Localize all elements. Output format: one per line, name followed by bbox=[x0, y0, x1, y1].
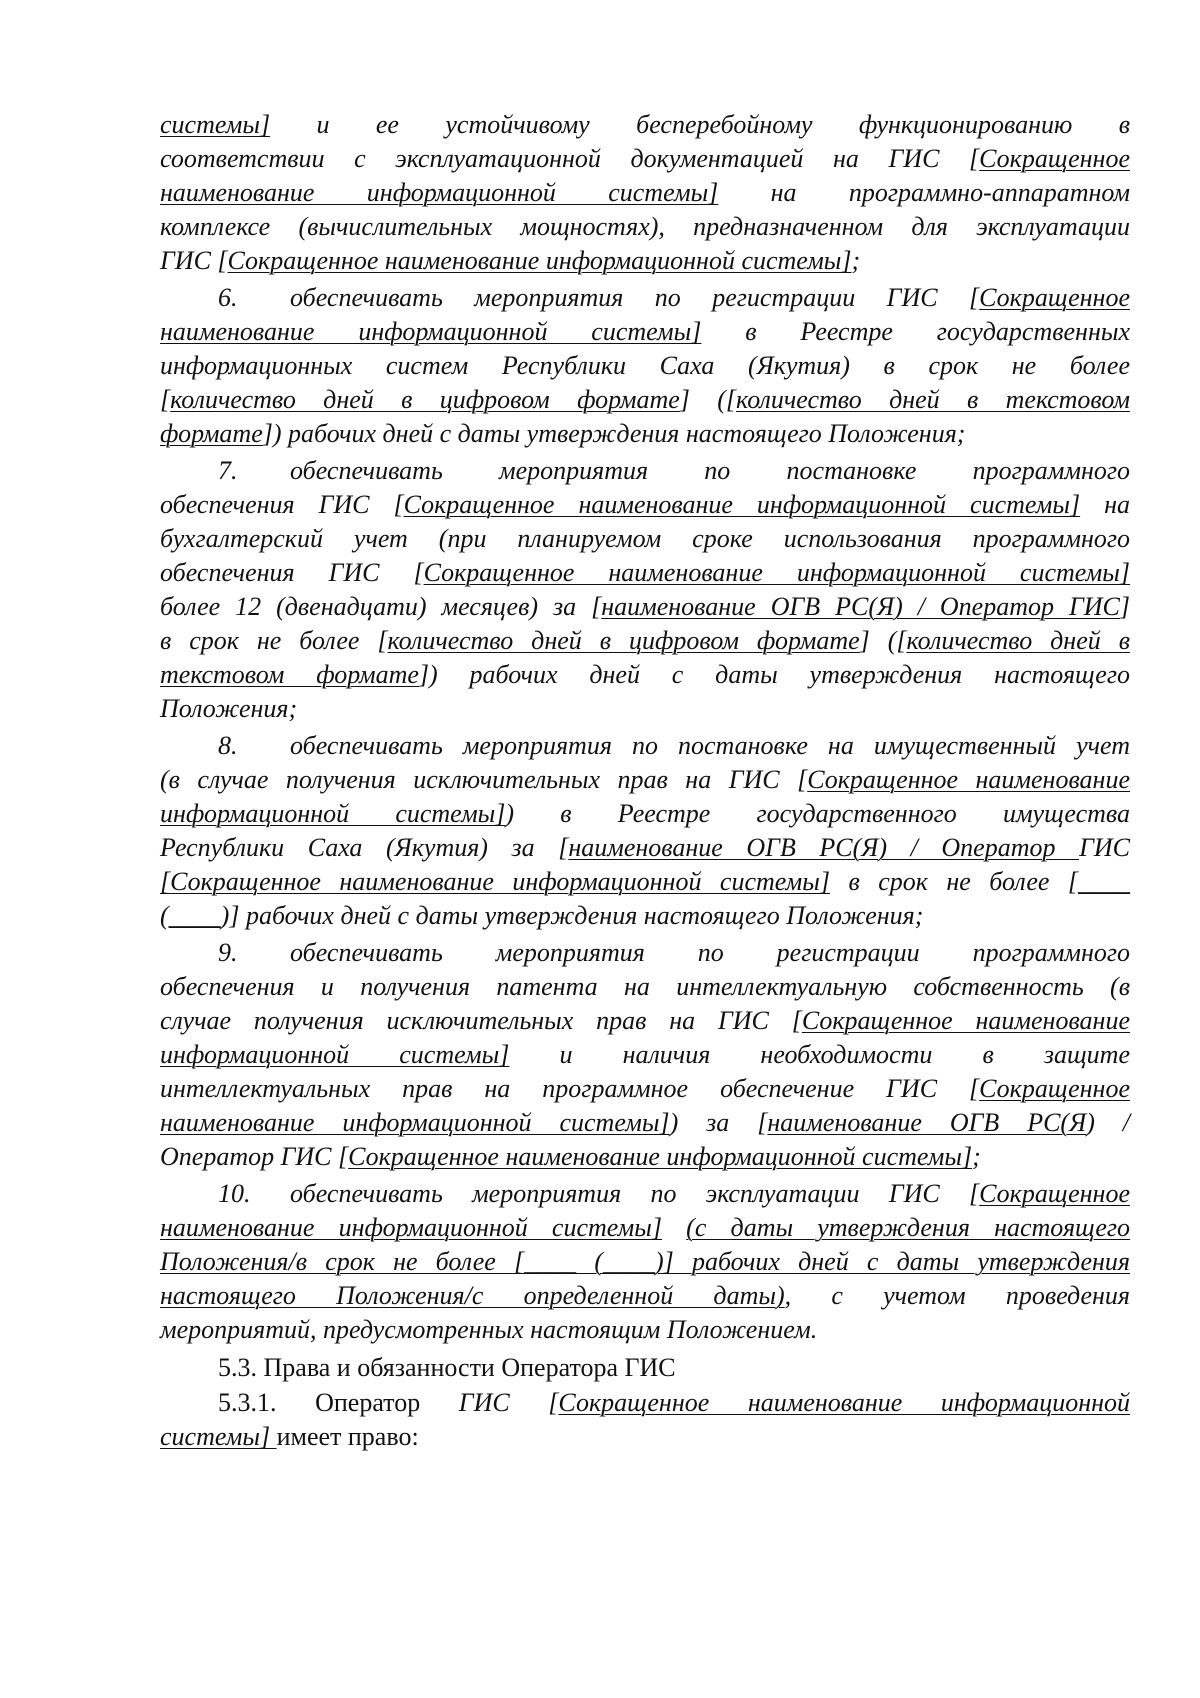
placeholder-text: [Сокращенное наименование информационной системы] bbox=[160, 867, 830, 896]
placeholder-text: Сокращенное наименование информационной системы] bbox=[423, 558, 1130, 587]
text-run: ] ([ bbox=[679, 385, 737, 414]
placeholder-text: наименование ОГВ РС(Я) / Оператор ГИС bbox=[601, 592, 1120, 621]
placeholder-text: наименование информационной системы] bbox=[160, 317, 702, 346]
placeholder-text: )] рабочих дней с даты утверждения bbox=[654, 1247, 1130, 1276]
blank-field: ____ bbox=[524, 1247, 577, 1276]
placeholder-text: формате bbox=[160, 419, 263, 448]
placeholder-text: наименование информационной системы] bbox=[160, 1213, 662, 1242]
placeholder-text: текстовом формате bbox=[160, 660, 419, 689]
list-number: 9. bbox=[218, 938, 238, 967]
text-line bbox=[160, 1311, 1130, 1349]
placeholder-text: Сокращенное наименование информационной bbox=[558, 1388, 1131, 1417]
text-line bbox=[160, 622, 1130, 660]
placeholder-text: (с даты утверждения настоящего bbox=[686, 1213, 1131, 1242]
text-line bbox=[160, 1138, 1130, 1176]
text-line bbox=[160, 140, 1130, 178]
text-run: на bbox=[1080, 490, 1131, 519]
text-run: 5.3.1. Оператор bbox=[218, 1388, 459, 1417]
text-run: обеспечивать мероприятия по постановке программного bbox=[290, 456, 1130, 485]
text-run: ] ([ bbox=[859, 626, 907, 655]
text-line bbox=[160, 1418, 1130, 1456]
text-run: имеет право: bbox=[276, 1422, 419, 1451]
text-line bbox=[160, 415, 1130, 453]
text-run: в Реестре государственных bbox=[701, 317, 1130, 346]
text-line bbox=[160, 1070, 1130, 1108]
text-line bbox=[160, 863, 1130, 901]
list-item-8 bbox=[160, 727, 1130, 765]
text-run: ]) рабочих дней с даты утверждения настоящего Положения; bbox=[262, 419, 966, 448]
text-line bbox=[160, 761, 1130, 799]
placeholder-text: наименование ОГВ РС(Я bbox=[767, 1108, 1087, 1137]
placeholder-text: информационной системы] bbox=[160, 799, 506, 828]
text-run: Республики Саха (Якутия) за [ bbox=[160, 833, 569, 862]
text-run: соответствии с эксплуатационной документацией на ГИС [ bbox=[160, 144, 980, 173]
text-run: ] bbox=[1119, 592, 1130, 621]
text-line bbox=[160, 1209, 1130, 1247]
text-line bbox=[160, 106, 1130, 144]
text-run: ГИС [ bbox=[458, 1388, 559, 1417]
text-line bbox=[160, 242, 1130, 280]
placeholder-text: наименование информационной системы] bbox=[160, 178, 719, 207]
placeholder-text: системы] bbox=[160, 1422, 277, 1451]
placeholder-text: количество дней в текстовом bbox=[736, 385, 1130, 414]
text-run: комплексе (вычислительных мощностях), предназначенном для эксплуатации bbox=[160, 212, 1130, 241]
text-run: на программно-аппаратном bbox=[718, 178, 1130, 207]
text-line bbox=[160, 897, 1130, 935]
text-run: случае получения исключительных прав на ГИС [ bbox=[160, 1006, 802, 1035]
text-run: обеспечивать мероприятия по регистрации ГИС [ bbox=[290, 283, 980, 312]
placeholder-text: наименование информационной системы] bbox=[160, 1108, 670, 1137]
blank-field: ____ bbox=[602, 1247, 655, 1276]
text-run: Оператор ГИС [ bbox=[160, 1142, 349, 1171]
text-line bbox=[160, 347, 1130, 385]
text-run: интеллектуальных прав на программное обеспечение ГИС [ bbox=[160, 1074, 980, 1103]
text-run: мероприятий, предусмотренных настоящим Положением. bbox=[160, 1315, 818, 1344]
text-run: ; bbox=[851, 246, 861, 275]
text-run: [ bbox=[160, 385, 171, 414]
list-item-9 bbox=[160, 934, 1130, 972]
text-line bbox=[160, 1243, 1130, 1281]
text-run: ГИС [ bbox=[160, 246, 228, 275]
text-line bbox=[160, 1384, 1130, 1422]
text-run: ; bbox=[972, 1142, 981, 1171]
placeholder-text: количество дней в bbox=[906, 626, 1130, 655]
text-run: обеспечивать мероприятия по эксплуатации ГИС [ bbox=[290, 1179, 980, 1208]
text-line bbox=[160, 588, 1130, 626]
placeholder-text: ( bbox=[576, 1247, 603, 1276]
list-number: 8. bbox=[218, 731, 238, 760]
text-line bbox=[160, 656, 1130, 694]
placeholder-text: Сокращенное наименование bbox=[801, 1006, 1130, 1035]
text-line bbox=[160, 381, 1130, 419]
text-run: Положения; bbox=[160, 694, 298, 723]
text-line bbox=[160, 1002, 1130, 1040]
section-heading bbox=[160, 1349, 1130, 1387]
text-run: обеспечивать мероприятия по регистрации программного bbox=[290, 938, 1130, 967]
placeholder-text: Положения/в срок не более [ bbox=[160, 1247, 525, 1276]
text-run: ГИС bbox=[1079, 833, 1130, 862]
text-run bbox=[662, 1213, 686, 1242]
text-line bbox=[160, 520, 1130, 558]
placeholder-text: Сокращенное наименование информационной системы] bbox=[227, 246, 852, 275]
list-item-7 bbox=[160, 452, 1130, 490]
text-run: (в случае получения исключительных прав на ГИС [ bbox=[160, 765, 808, 794]
placeholder-text: Сокращенное bbox=[979, 1074, 1130, 1103]
text-run: ( bbox=[160, 901, 169, 930]
text-line bbox=[160, 690, 1130, 728]
text-run: обеспечивать мероприятия по постановке на имущественный учет bbox=[290, 731, 1130, 760]
placeholder-text: Сокращенное наименование bbox=[807, 765, 1130, 794]
text-run: и ее устойчивому бесперебойному функционированию в bbox=[270, 110, 1130, 139]
text-run: )] рабочих дней с даты утверждения настоящего Положения; bbox=[220, 901, 924, 930]
list-number: 7. bbox=[218, 456, 238, 485]
blank-field: ____ bbox=[168, 901, 221, 930]
placeholder-text: настоящего Положения/с определенной даты) bbox=[160, 1281, 785, 1310]
text-line bbox=[160, 1104, 1130, 1142]
text-line bbox=[160, 174, 1130, 212]
text-run: в срок не более [ bbox=[830, 867, 1078, 896]
text-run: обеспечения и получения патента на интеллектуальную собственность (в bbox=[160, 972, 1130, 1001]
text-run: ]) рабочих дней с даты утверждения настоящего bbox=[418, 660, 1130, 689]
placeholder-text: Сокращенное наименование информационной системы] bbox=[403, 490, 1081, 519]
text-run: обеспечения ГИС [ bbox=[160, 490, 404, 519]
text-run: ) / bbox=[1086, 1108, 1131, 1137]
text-run: ) в Реестре государственного имущества bbox=[505, 799, 1130, 828]
text-line bbox=[160, 968, 1130, 1006]
placeholder-text: количество дней в цифровом формате bbox=[387, 626, 860, 655]
blank-field: ____ bbox=[1078, 867, 1130, 896]
text-line bbox=[160, 829, 1130, 867]
text-run: бухгалтерский учет (при планируемом сроке использования программного bbox=[160, 524, 1130, 553]
placeholder-text: информационной системы] bbox=[160, 1040, 510, 1069]
placeholder-text: количество дней в цифровом формате bbox=[170, 385, 680, 414]
text-run: обеспечения ГИС [ bbox=[160, 558, 424, 587]
text-run: ) за [ bbox=[669, 1108, 768, 1137]
placeholder-text: Сокращенное bbox=[979, 144, 1130, 173]
placeholder-text: Сокращенное bbox=[979, 283, 1130, 312]
text-line bbox=[160, 1277, 1130, 1315]
text-run: , с учетом проведения bbox=[784, 1281, 1130, 1310]
list-number: 6. bbox=[218, 283, 238, 312]
placeholder-text: Сокращенное bbox=[979, 1179, 1130, 1208]
text-run: информационных систем Республики Саха (Якутия) в срок не более bbox=[160, 351, 1130, 380]
list-item-10 bbox=[160, 1175, 1130, 1213]
placeholder-text: Сокращенное наименование информационной системы] bbox=[348, 1142, 973, 1171]
placeholder-text: наименование ОГВ РС(Я) / Оператор bbox=[568, 833, 1080, 862]
placeholder-text: системы] bbox=[160, 110, 271, 139]
text-run: более 12 (двенадцати) месяцев) за [ bbox=[160, 592, 602, 621]
list-item-6 bbox=[160, 279, 1130, 317]
list-number: 10. bbox=[218, 1179, 251, 1208]
text-line bbox=[160, 313, 1130, 351]
text-run: и наличия необходимости в защите bbox=[509, 1040, 1130, 1069]
text-line bbox=[160, 554, 1130, 592]
text-line bbox=[160, 1036, 1130, 1074]
text-run: в срок не более [ bbox=[160, 626, 388, 655]
text-line bbox=[160, 208, 1130, 246]
text-run: 5.3. Права и обязанности Оператора ГИС bbox=[218, 1353, 676, 1382]
text-line bbox=[160, 486, 1130, 524]
text-line bbox=[160, 795, 1130, 833]
